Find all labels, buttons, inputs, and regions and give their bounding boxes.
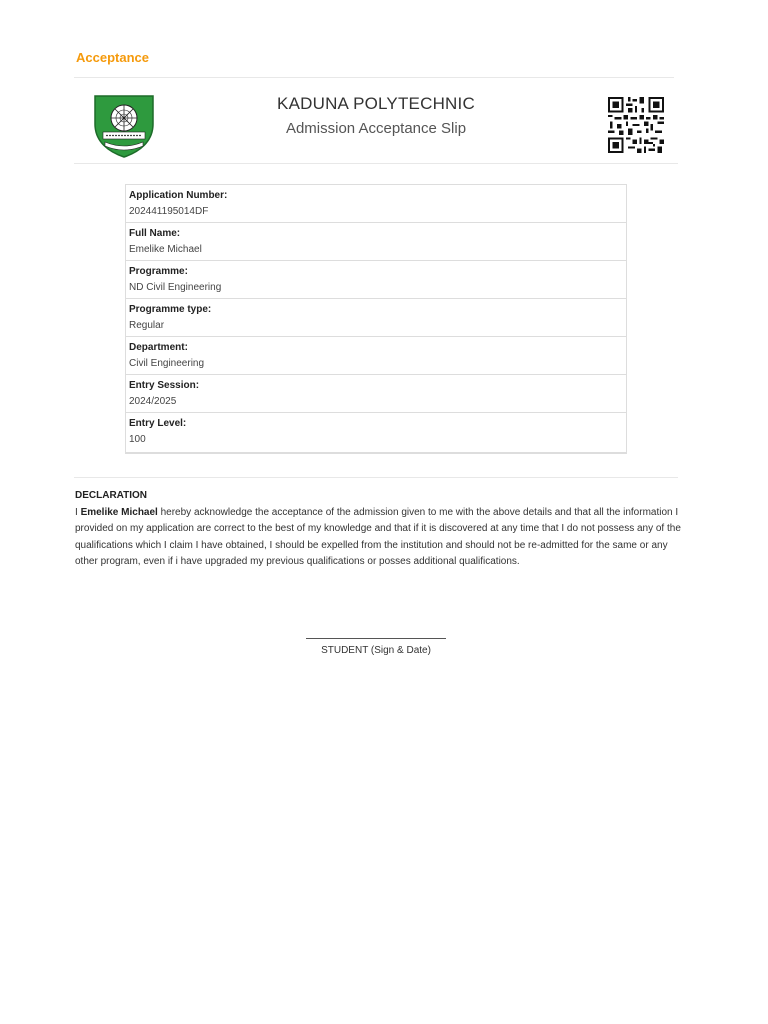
detail-row-entry-session [126, 375, 626, 413]
slip-header [74, 80, 674, 162]
detail-value: ND Civil Engineering [129, 282, 222, 293]
declaration-text [75, 505, 687, 571]
detail-label: Application Number: [129, 190, 228, 201]
detail-value: Regular [129, 320, 165, 331]
institution-name: KADUNA POLYTECHNIC [277, 94, 475, 113]
detail-value: 2024/2025 [129, 396, 177, 407]
declaration-student-name: Emelike Michael [80, 506, 158, 518]
declaration-heading: DECLARATION [75, 490, 148, 501]
top-divider [74, 77, 674, 78]
detail-value: 100 [129, 434, 146, 445]
detail-row-programme-type [126, 299, 626, 337]
detail-label: Entry Level: [129, 418, 187, 429]
details-table [125, 184, 627, 454]
header-divider [74, 163, 678, 164]
detail-row-application-number [126, 185, 626, 223]
detail-value: Emelike Michael [129, 244, 202, 255]
page-label: Acceptance [76, 50, 149, 65]
detail-label: Full Name: [129, 228, 181, 239]
detail-label: Programme type: [129, 304, 212, 315]
declaration-prefix: I [75, 506, 81, 518]
detail-row-programme [126, 261, 626, 299]
signature-label: STUDENT (Sign & Date) [321, 645, 431, 656]
detail-row-entry-level [126, 413, 626, 452]
detail-value: Civil Engineering [129, 358, 205, 369]
declaration-section [75, 488, 687, 571]
slip-title: Admission Acceptance Slip [285, 120, 467, 137]
detail-label: Programme: [129, 266, 188, 277]
signature-line [306, 638, 446, 639]
declaration-body: hereby acknowledge the acceptance of the admission given to me with the above details and that all the information I provided on my application are correct to the best of my knowledge and that if it is discovered at any time that I do not possess any of the qualifications which I claim I have obtained, I should be expelled from the institution and should not be re-admitted for the same or any other program, even if i have upgraded my previous qualifications or posses additional qualifications. [75, 506, 681, 567]
declaration-divider [74, 477, 678, 478]
qr-code-icon [608, 97, 664, 153]
detail-value: 202441195014DF [129, 206, 209, 217]
detail-row-department [126, 337, 626, 375]
detail-label: Department: [129, 342, 188, 353]
detail-row-full-name [126, 223, 626, 261]
detail-label: Entry Session: [129, 380, 200, 391]
